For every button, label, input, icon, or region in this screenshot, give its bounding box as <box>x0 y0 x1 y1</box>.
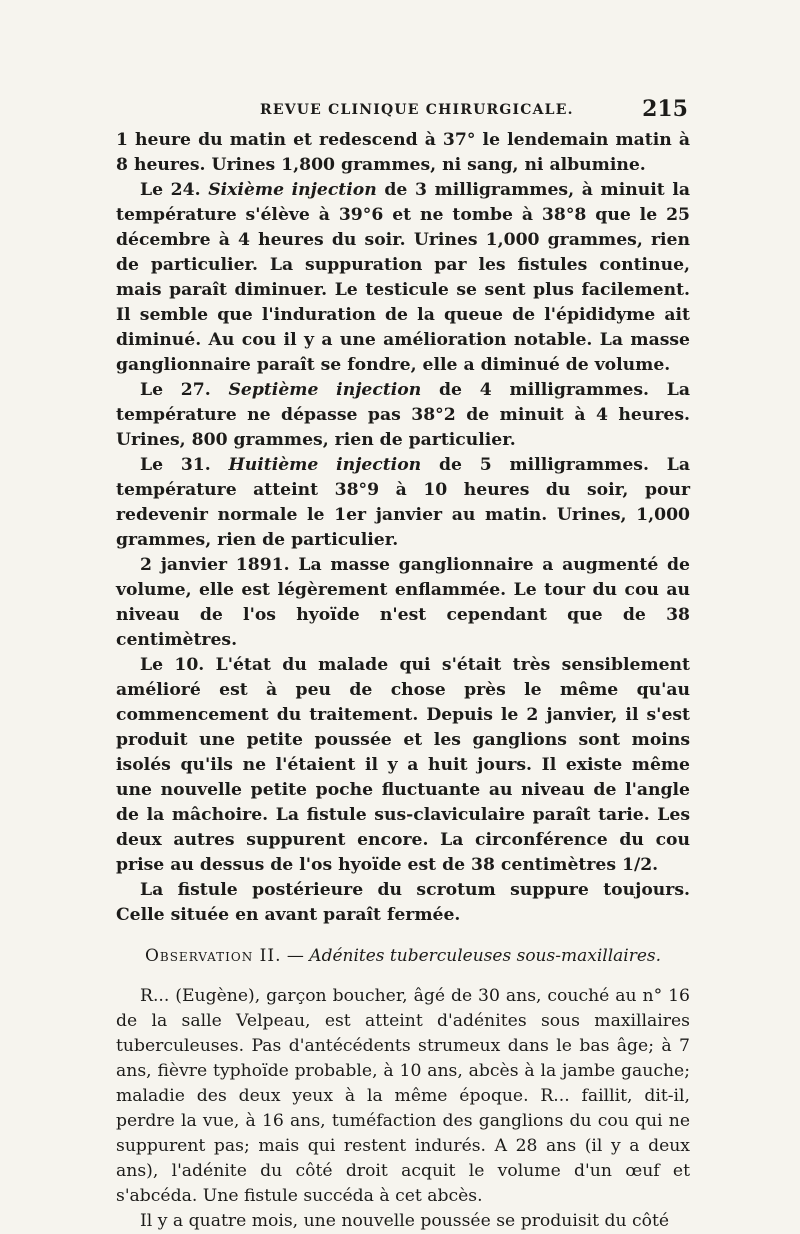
page-body <box>116 128 690 1234</box>
running-head: REVUE CLINIQUE CHIRURGICALE. <box>260 102 574 118</box>
paragraph-four-months: Il y a quatre mois, une nouvelle poussée se produisit du côté <box>140 1211 670 1231</box>
injection-label: Septième injection <box>228 380 422 400</box>
paragraph-fistula: La fistule postérieure du scrotum suppure toujours. Celle située en avant paraît fermée. <box>116 880 690 925</box>
paragraph-january-2: 2 janvier 1891. La masse ganglionnaire a augmenté de volume, elle est légèrement enflammée. Le tour du cou au niveau de l'os hyoïde n'est cependant que de 38 centimètres. <box>116 555 690 650</box>
paragraph-eighth-injection: Le 31. Huitième injection de 5 milligrammes. La température atteint 38°9 à 10 heures du soir, pour redevenir normale le 1er janvier au matin. Urines, 1,000 grammes, rien de particulier. <box>116 455 690 550</box>
page-header <box>118 96 688 126</box>
observation-title: Adénites tuberculeuses sous-maxillaires. <box>309 946 662 966</box>
observation-label: Observation II. <box>144 946 282 966</box>
page-number: 215 <box>642 96 688 122</box>
injection-label: Huitième injection <box>228 455 422 475</box>
paragraph-seventh-injection: Le 27. Septième injection de 4 milligrammes. La température ne dépasse pas 38°2 de minuit à 4 heures. Urines, 800 grammes, rien de particulier. <box>116 380 690 450</box>
paragraph-january-10: Le 10. L'état du malade qui s'était très sensiblement amélioré est à peu de chose près le même qu'au commencement du traitement. Depuis le 2 janvier, il s'est produit une petite poussée et les ganglions sont moins isolés qu'ils ne l'étaient il y a huit jours. Il existe même une nouvelle petite poche fluctuante au niveau de l'angle de la mâchoire. La fistule sus-claviculaire paraît tarie. Les deux autres suppurent encore. La circonférence du cou prise au dessus de l'os hyoïde est de 38 centimètres 1/2. <box>116 655 690 875</box>
paragraph-sixth-injection: Le 24. Sixième injection de 3 milligrammes, à minuit la température s'élève à 39°6 et ne tombe à 38°8 que le 25 décembre à 4 heures du soir. Urines 1,000 grammes, rien de particulier. La suppuration par les fistules continue, mais paraît diminuer. Le testicule se sent plus facilement. Il semble que l'induration de la queue de l'épididyme ait diminué. Au cou il y a une amélioration notable. La masse ganglionnaire paraît se fondre, elle a diminué de volume. <box>116 180 690 375</box>
paragraph-patient-history: R... (Eugène), garçon boucher, âgé de 30 ans, couché au n° 16 de la salle Velpeau, est atteint d'adénites sous maxillaires tuberculeuses. Pas d'antécédents strumeux dans le bas âge; à 7 ans, fièvre typhoïde probable, à 10 ans, abcès à la jambe gauche; maladie des deux yeux à la même époque. R... faillit, dit-il, perdre la vue, à 16 ans, tuméfaction des ganglions du cou qui ne suppurent pas; mais qui restent indurés. A 28 ans (il y a deux ans), l'adénite du côté droit acquit le volume d'un œuf et s'abcéda. Une fistule succéda à cet abcès. <box>116 986 690 1206</box>
paragraph-continuation: 1 heure du matin et redescend à 37° le lendemain matin à 8 heures. Urines 1,800 grammes, ni sang, ni albumine. <box>116 130 690 175</box>
observation-heading <box>116 945 690 967</box>
injection-label: Sixième injection <box>208 180 377 200</box>
observation-body <box>116 984 690 1234</box>
heading-dash: — <box>281 946 310 966</box>
